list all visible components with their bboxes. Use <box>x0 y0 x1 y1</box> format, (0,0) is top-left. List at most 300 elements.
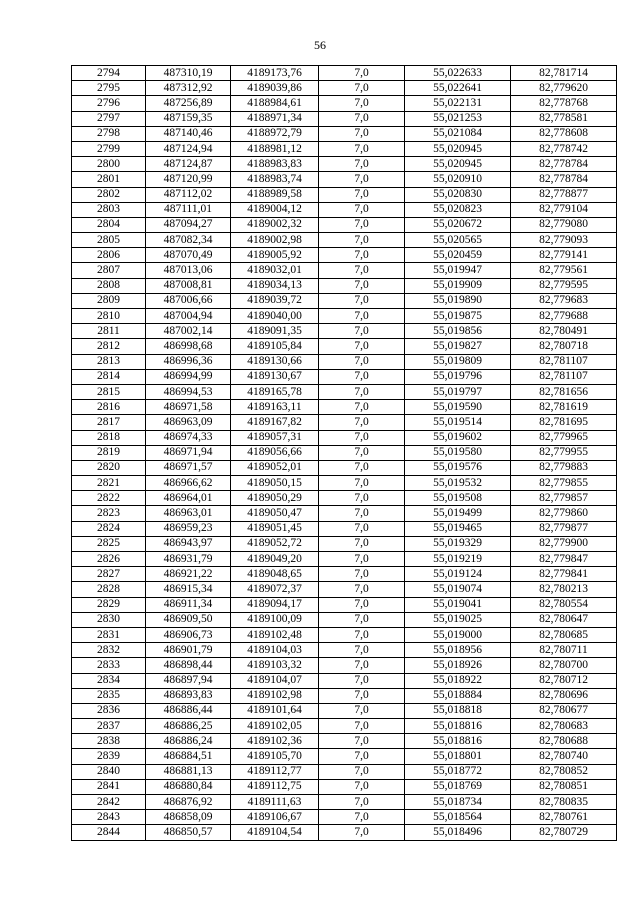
longitude-cell: 82,779877 <box>511 521 617 536</box>
latitude-cell: 55,019465 <box>405 521 511 536</box>
latitude-cell: 55,019590 <box>405 400 511 415</box>
value-cell: 7,0 <box>319 506 405 521</box>
table-row <box>72 536 617 551</box>
x-coordinate-cell: 487310,19 <box>146 66 231 81</box>
table-row <box>72 491 617 506</box>
point-number-cell: 2838 <box>72 734 146 749</box>
x-coordinate-cell: 486963,01 <box>146 506 231 521</box>
latitude-cell: 55,019602 <box>405 430 511 445</box>
y-coordinate-cell: 4189091,35 <box>231 324 319 339</box>
latitude-cell: 55,020945 <box>405 157 511 172</box>
latitude-cell: 55,020459 <box>405 248 511 263</box>
latitude-cell: 55,021084 <box>405 126 511 141</box>
longitude-cell: 82,779688 <box>511 309 617 324</box>
longitude-cell: 82,779855 <box>511 476 617 491</box>
y-coordinate-cell: 4189050,47 <box>231 506 319 521</box>
table-row <box>72 126 617 141</box>
table-row <box>72 764 617 779</box>
x-coordinate-cell: 486906,73 <box>146 627 231 642</box>
point-number-cell: 2839 <box>72 749 146 764</box>
table-row <box>72 400 617 415</box>
table-row <box>72 309 617 324</box>
y-coordinate-cell: 4189100,09 <box>231 612 319 627</box>
y-coordinate-cell: 4189039,86 <box>231 81 319 96</box>
x-coordinate-cell: 486880,84 <box>146 779 231 794</box>
y-coordinate-cell: 4189101,64 <box>231 703 319 718</box>
point-number-cell: 2834 <box>72 673 146 688</box>
point-number-cell: 2840 <box>72 764 146 779</box>
latitude-cell: 55,019580 <box>405 445 511 460</box>
y-coordinate-cell: 4188972,79 <box>231 126 319 141</box>
value-cell: 7,0 <box>319 66 405 81</box>
latitude-cell: 55,019856 <box>405 324 511 339</box>
point-number-cell: 2815 <box>72 384 146 399</box>
point-number-cell: 2836 <box>72 703 146 718</box>
x-coordinate-cell: 486998,68 <box>146 339 231 354</box>
table-row <box>72 643 617 658</box>
longitude-cell: 82,780852 <box>511 764 617 779</box>
longitude-cell: 82,780647 <box>511 612 617 627</box>
x-coordinate-cell: 487008,81 <box>146 278 231 293</box>
y-coordinate-cell: 4189104,03 <box>231 643 319 658</box>
y-coordinate-cell: 4189103,32 <box>231 658 319 673</box>
value-cell: 7,0 <box>319 749 405 764</box>
longitude-cell: 82,781107 <box>511 354 617 369</box>
table-row <box>72 430 617 445</box>
table-row <box>72 703 617 718</box>
latitude-cell: 55,019508 <box>405 491 511 506</box>
x-coordinate-cell: 486974,33 <box>146 430 231 445</box>
table-row <box>72 521 617 536</box>
point-number-cell: 2831 <box>72 627 146 642</box>
y-coordinate-cell: 4189005,92 <box>231 248 319 263</box>
longitude-cell: 82,779141 <box>511 248 617 263</box>
y-coordinate-cell: 4189111,63 <box>231 795 319 810</box>
latitude-cell: 55,022641 <box>405 81 511 96</box>
longitude-cell: 82,780851 <box>511 779 617 794</box>
y-coordinate-cell: 4189050,15 <box>231 476 319 491</box>
x-coordinate-cell: 486971,57 <box>146 460 231 475</box>
value-cell: 7,0 <box>319 111 405 126</box>
table-row <box>72 324 617 339</box>
latitude-cell: 55,020945 <box>405 141 511 156</box>
point-number-cell: 2827 <box>72 567 146 582</box>
point-number-cell: 2824 <box>72 521 146 536</box>
y-coordinate-cell: 4188983,83 <box>231 157 319 172</box>
x-coordinate-cell: 487140,46 <box>146 126 231 141</box>
table-row <box>72 141 617 156</box>
y-coordinate-cell: 4189056,66 <box>231 445 319 460</box>
coordinates-table <box>71 65 617 841</box>
value-cell: 7,0 <box>319 187 405 202</box>
point-number-cell: 2813 <box>72 354 146 369</box>
point-number-cell: 2816 <box>72 400 146 415</box>
point-number-cell: 2814 <box>72 369 146 384</box>
latitude-cell: 55,019909 <box>405 278 511 293</box>
value-cell: 7,0 <box>319 658 405 673</box>
table-row <box>72 339 617 354</box>
longitude-cell: 82,780696 <box>511 688 617 703</box>
x-coordinate-cell: 486964,01 <box>146 491 231 506</box>
value-cell: 7,0 <box>319 582 405 597</box>
y-coordinate-cell: 4189040,00 <box>231 309 319 324</box>
longitude-cell: 82,779080 <box>511 217 617 232</box>
x-coordinate-cell: 487094,27 <box>146 217 231 232</box>
latitude-cell: 55,020910 <box>405 172 511 187</box>
table-row <box>72 172 617 187</box>
latitude-cell: 55,018922 <box>405 673 511 688</box>
latitude-cell: 55,019809 <box>405 354 511 369</box>
x-coordinate-cell: 486931,79 <box>146 552 231 567</box>
value-cell: 7,0 <box>319 263 405 278</box>
table-row <box>72 369 617 384</box>
latitude-cell: 55,020672 <box>405 217 511 232</box>
x-coordinate-cell: 486898,44 <box>146 658 231 673</box>
table-row <box>72 248 617 263</box>
table-row <box>72 111 617 126</box>
point-number-cell: 2843 <box>72 810 146 825</box>
y-coordinate-cell: 4189130,66 <box>231 354 319 369</box>
point-number-cell: 2826 <box>72 552 146 567</box>
table-row <box>72 81 617 96</box>
latitude-cell: 55,022633 <box>405 66 511 81</box>
table-row <box>72 795 617 810</box>
table-row <box>72 567 617 582</box>
latitude-cell: 55,021253 <box>405 111 511 126</box>
value-cell: 7,0 <box>319 141 405 156</box>
value-cell: 7,0 <box>319 627 405 642</box>
longitude-cell: 82,781714 <box>511 66 617 81</box>
point-number-cell: 2795 <box>72 81 146 96</box>
table-row <box>72 476 617 491</box>
value-cell: 7,0 <box>319 157 405 172</box>
latitude-cell: 55,019947 <box>405 263 511 278</box>
value-cell: 7,0 <box>319 339 405 354</box>
y-coordinate-cell: 4189102,48 <box>231 627 319 642</box>
longitude-cell: 82,780491 <box>511 324 617 339</box>
latitude-cell: 55,019000 <box>405 627 511 642</box>
y-coordinate-cell: 4189112,75 <box>231 779 319 794</box>
longitude-cell: 82,780761 <box>511 810 617 825</box>
y-coordinate-cell: 4189050,29 <box>231 491 319 506</box>
point-number-cell: 2804 <box>72 217 146 232</box>
table-row <box>72 202 617 217</box>
value-cell: 7,0 <box>319 779 405 794</box>
x-coordinate-cell: 487256,89 <box>146 96 231 111</box>
point-number-cell: 2796 <box>72 96 146 111</box>
value-cell: 7,0 <box>319 612 405 627</box>
y-coordinate-cell: 4188984,61 <box>231 96 319 111</box>
point-number-cell: 2819 <box>72 445 146 460</box>
value-cell: 7,0 <box>319 643 405 658</box>
latitude-cell: 55,019532 <box>405 476 511 491</box>
value-cell: 7,0 <box>319 460 405 475</box>
longitude-cell: 82,780712 <box>511 673 617 688</box>
value-cell: 7,0 <box>319 309 405 324</box>
point-number-cell: 2820 <box>72 460 146 475</box>
latitude-cell: 55,019124 <box>405 567 511 582</box>
longitude-cell: 82,779683 <box>511 293 617 308</box>
latitude-cell: 55,019025 <box>405 612 511 627</box>
y-coordinate-cell: 4189052,72 <box>231 536 319 551</box>
latitude-cell: 55,019514 <box>405 415 511 430</box>
longitude-cell: 82,778742 <box>511 141 617 156</box>
y-coordinate-cell: 4189049,20 <box>231 552 319 567</box>
value-cell: 7,0 <box>319 688 405 703</box>
x-coordinate-cell: 486966,62 <box>146 476 231 491</box>
x-coordinate-cell: 486996,36 <box>146 354 231 369</box>
point-number-cell: 2806 <box>72 248 146 263</box>
table-row <box>72 749 617 764</box>
x-coordinate-cell: 487312,92 <box>146 81 231 96</box>
value-cell: 7,0 <box>319 217 405 232</box>
point-number-cell: 2810 <box>72 309 146 324</box>
point-number-cell: 2809 <box>72 293 146 308</box>
value-cell: 7,0 <box>319 172 405 187</box>
value-cell: 7,0 <box>319 126 405 141</box>
latitude-cell: 55,022131 <box>405 96 511 111</box>
longitude-cell: 82,780683 <box>511 719 617 734</box>
latitude-cell: 55,020823 <box>405 202 511 217</box>
y-coordinate-cell: 4189165,78 <box>231 384 319 399</box>
x-coordinate-cell: 486876,92 <box>146 795 231 810</box>
table-row <box>72 597 617 612</box>
x-coordinate-cell: 487082,34 <box>146 233 231 248</box>
table-row <box>72 187 617 202</box>
point-number-cell: 2799 <box>72 141 146 156</box>
table-row <box>72 157 617 172</box>
y-coordinate-cell: 4189130,67 <box>231 369 319 384</box>
x-coordinate-cell: 486901,79 <box>146 643 231 658</box>
value-cell: 7,0 <box>319 324 405 339</box>
point-number-cell: 2841 <box>72 779 146 794</box>
y-coordinate-cell: 4189173,76 <box>231 66 319 81</box>
value-cell: 7,0 <box>319 476 405 491</box>
point-number-cell: 2805 <box>72 233 146 248</box>
y-coordinate-cell: 4189032,01 <box>231 263 319 278</box>
x-coordinate-cell: 487112,02 <box>146 187 231 202</box>
y-coordinate-cell: 4189002,98 <box>231 233 319 248</box>
longitude-cell: 82,780677 <box>511 703 617 718</box>
value-cell: 7,0 <box>319 673 405 688</box>
longitude-cell: 82,778784 <box>511 157 617 172</box>
x-coordinate-cell: 486971,58 <box>146 400 231 415</box>
longitude-cell: 82,780718 <box>511 339 617 354</box>
x-coordinate-cell: 486881,13 <box>146 764 231 779</box>
point-number-cell: 2842 <box>72 795 146 810</box>
latitude-cell: 55,018816 <box>405 719 511 734</box>
x-coordinate-cell: 486858,09 <box>146 810 231 825</box>
point-number-cell: 2794 <box>72 66 146 81</box>
x-coordinate-cell: 486893,83 <box>146 688 231 703</box>
value-cell: 7,0 <box>319 96 405 111</box>
longitude-cell: 82,780554 <box>511 597 617 612</box>
x-coordinate-cell: 486911,34 <box>146 597 231 612</box>
table-row <box>72 278 617 293</box>
table-row <box>72 658 617 673</box>
table-row <box>72 66 617 81</box>
x-coordinate-cell: 486943,97 <box>146 536 231 551</box>
point-number-cell: 2801 <box>72 172 146 187</box>
x-coordinate-cell: 486915,34 <box>146 582 231 597</box>
longitude-cell: 82,780835 <box>511 795 617 810</box>
longitude-cell: 82,781695 <box>511 415 617 430</box>
latitude-cell: 55,018956 <box>405 643 511 658</box>
table-row <box>72 96 617 111</box>
value-cell: 7,0 <box>319 703 405 718</box>
table-row <box>72 627 617 642</box>
x-coordinate-cell: 486884,51 <box>146 749 231 764</box>
latitude-cell: 55,018816 <box>405 734 511 749</box>
latitude-cell: 55,019219 <box>405 552 511 567</box>
x-coordinate-cell: 486994,99 <box>146 369 231 384</box>
latitude-cell: 55,019041 <box>405 597 511 612</box>
table-row <box>72 217 617 232</box>
x-coordinate-cell: 486850,57 <box>146 825 231 840</box>
point-number-cell: 2800 <box>72 157 146 172</box>
table-row <box>72 445 617 460</box>
latitude-cell: 55,019329 <box>405 536 511 551</box>
point-number-cell: 2833 <box>72 658 146 673</box>
longitude-cell: 82,778581 <box>511 111 617 126</box>
value-cell: 7,0 <box>319 293 405 308</box>
latitude-cell: 55,018496 <box>405 825 511 840</box>
x-coordinate-cell: 487120,99 <box>146 172 231 187</box>
value-cell: 7,0 <box>319 552 405 567</box>
y-coordinate-cell: 4188989,58 <box>231 187 319 202</box>
longitude-cell: 82,778768 <box>511 96 617 111</box>
table-row <box>72 233 617 248</box>
y-coordinate-cell: 4189106,67 <box>231 810 319 825</box>
longitude-cell: 82,779104 <box>511 202 617 217</box>
table-row <box>72 825 617 840</box>
value-cell: 7,0 <box>319 521 405 536</box>
longitude-cell: 82,779841 <box>511 567 617 582</box>
y-coordinate-cell: 4189048,65 <box>231 567 319 582</box>
longitude-cell: 82,779965 <box>511 430 617 445</box>
longitude-cell: 82,779620 <box>511 81 617 96</box>
x-coordinate-cell: 486959,23 <box>146 521 231 536</box>
value-cell: 7,0 <box>319 202 405 217</box>
latitude-cell: 55,018772 <box>405 764 511 779</box>
value-cell: 7,0 <box>319 719 405 734</box>
x-coordinate-cell: 486886,25 <box>146 719 231 734</box>
longitude-cell: 82,780740 <box>511 749 617 764</box>
longitude-cell: 82,779860 <box>511 506 617 521</box>
point-number-cell: 2808 <box>72 278 146 293</box>
value-cell: 7,0 <box>319 400 405 415</box>
value-cell: 7,0 <box>319 795 405 810</box>
point-number-cell: 2822 <box>72 491 146 506</box>
point-number-cell: 2835 <box>72 688 146 703</box>
table-row <box>72 734 617 749</box>
value-cell: 7,0 <box>319 810 405 825</box>
latitude-cell: 55,019499 <box>405 506 511 521</box>
longitude-cell: 82,779900 <box>511 536 617 551</box>
longitude-cell: 82,781656 <box>511 384 617 399</box>
y-coordinate-cell: 4189094,17 <box>231 597 319 612</box>
x-coordinate-cell: 487124,87 <box>146 157 231 172</box>
latitude-cell: 55,019797 <box>405 384 511 399</box>
point-number-cell: 2803 <box>72 202 146 217</box>
longitude-cell: 82,780729 <box>511 825 617 840</box>
y-coordinate-cell: 4188983,74 <box>231 172 319 187</box>
y-coordinate-cell: 4189057,31 <box>231 430 319 445</box>
longitude-cell: 82,780213 <box>511 582 617 597</box>
x-coordinate-cell: 487004,94 <box>146 309 231 324</box>
point-number-cell: 2829 <box>72 597 146 612</box>
y-coordinate-cell: 4189112,77 <box>231 764 319 779</box>
value-cell: 7,0 <box>319 430 405 445</box>
value-cell: 7,0 <box>319 354 405 369</box>
point-number-cell: 2828 <box>72 582 146 597</box>
y-coordinate-cell: 4188971,34 <box>231 111 319 126</box>
y-coordinate-cell: 4189105,70 <box>231 749 319 764</box>
table-row <box>72 293 617 308</box>
value-cell: 7,0 <box>319 278 405 293</box>
point-number-cell: 2844 <box>72 825 146 840</box>
table-row <box>72 688 617 703</box>
value-cell: 7,0 <box>319 825 405 840</box>
latitude-cell: 55,019576 <box>405 460 511 475</box>
longitude-cell: 82,780700 <box>511 658 617 673</box>
longitude-cell: 82,779857 <box>511 491 617 506</box>
longitude-cell: 82,779093 <box>511 233 617 248</box>
table-row <box>72 673 617 688</box>
x-coordinate-cell: 487111,01 <box>146 202 231 217</box>
x-coordinate-cell: 487159,35 <box>146 111 231 126</box>
latitude-cell: 55,018769 <box>405 779 511 794</box>
latitude-cell: 55,018564 <box>405 810 511 825</box>
value-cell: 7,0 <box>319 81 405 96</box>
longitude-cell: 82,781107 <box>511 369 617 384</box>
point-number-cell: 2837 <box>72 719 146 734</box>
value-cell: 7,0 <box>319 415 405 430</box>
y-coordinate-cell: 4189039,72 <box>231 293 319 308</box>
point-number-cell: 2821 <box>72 476 146 491</box>
point-number-cell: 2832 <box>72 643 146 658</box>
y-coordinate-cell: 4189004,12 <box>231 202 319 217</box>
value-cell: 7,0 <box>319 233 405 248</box>
table-row <box>72 384 617 399</box>
y-coordinate-cell: 4189072,37 <box>231 582 319 597</box>
table-row <box>72 263 617 278</box>
longitude-cell: 82,779561 <box>511 263 617 278</box>
table-row <box>72 719 617 734</box>
longitude-cell: 82,779595 <box>511 278 617 293</box>
point-number-cell: 2817 <box>72 415 146 430</box>
table-row <box>72 415 617 430</box>
x-coordinate-cell: 487006,66 <box>146 293 231 308</box>
latitude-cell: 55,019875 <box>405 309 511 324</box>
latitude-cell: 55,018884 <box>405 688 511 703</box>
value-cell: 7,0 <box>319 764 405 779</box>
point-number-cell: 2798 <box>72 126 146 141</box>
point-number-cell: 2812 <box>72 339 146 354</box>
x-coordinate-cell: 486994,53 <box>146 384 231 399</box>
point-number-cell: 2797 <box>72 111 146 126</box>
longitude-cell: 82,780711 <box>511 643 617 658</box>
x-coordinate-cell: 486886,44 <box>146 703 231 718</box>
latitude-cell: 55,018734 <box>405 795 511 810</box>
longitude-cell: 82,781619 <box>511 400 617 415</box>
x-coordinate-cell: 487002,14 <box>146 324 231 339</box>
x-coordinate-cell: 486909,50 <box>146 612 231 627</box>
y-coordinate-cell: 4188981,12 <box>231 141 319 156</box>
point-number-cell: 2802 <box>72 187 146 202</box>
y-coordinate-cell: 4189104,07 <box>231 673 319 688</box>
value-cell: 7,0 <box>319 384 405 399</box>
